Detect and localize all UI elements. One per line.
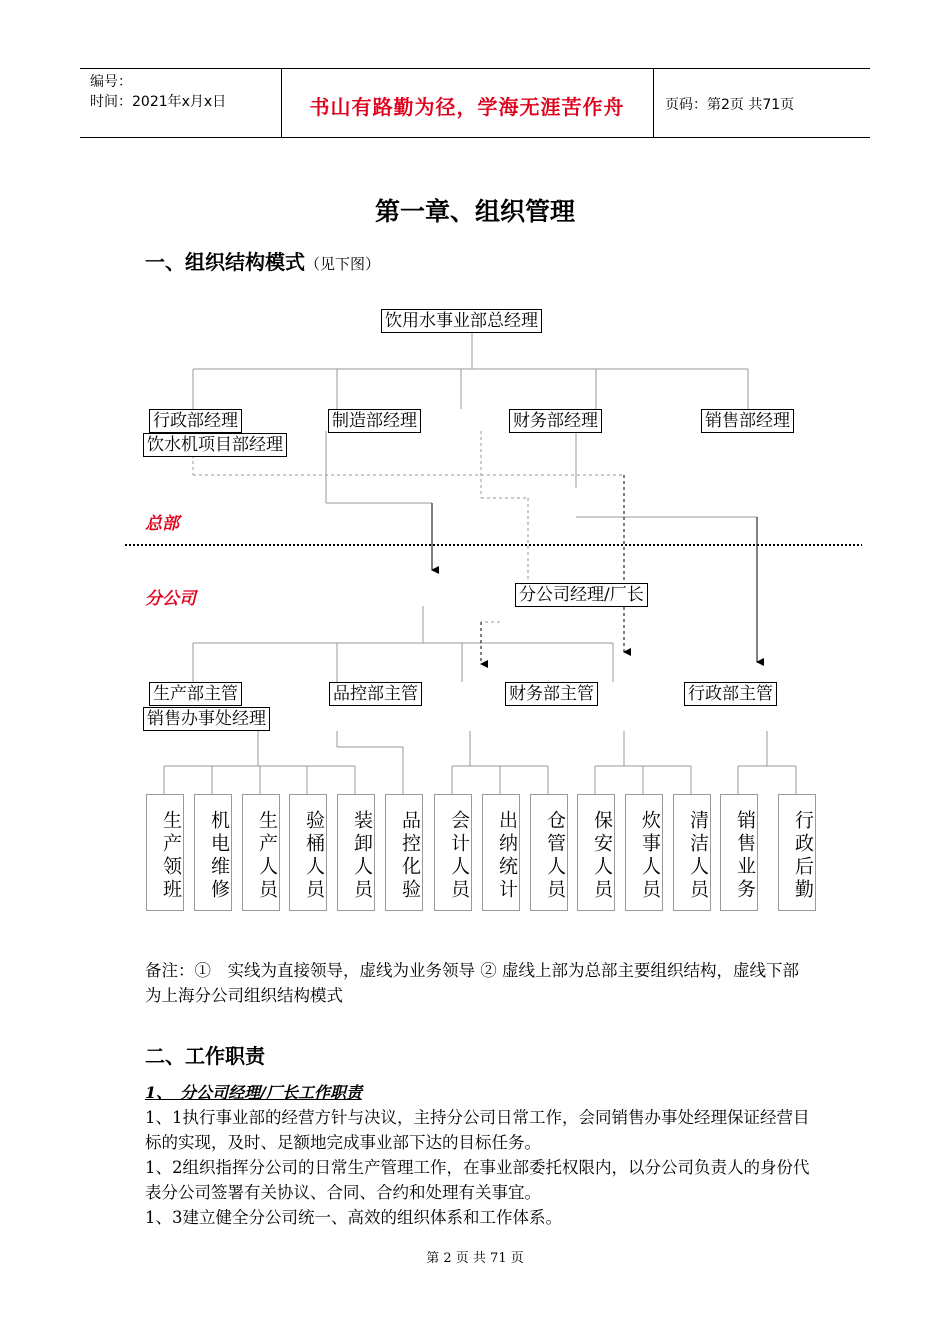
org-hq-dept: 制造部经理 [328, 409, 421, 433]
org-staff-box: 品控化验 [385, 794, 423, 911]
org-staff-box: 机电维修 [194, 794, 232, 911]
header-page-info: 页码：第2页 共71页 [665, 97, 795, 113]
section2-paragraph: 1、1执行事业部的经营方针与决议，主持分公司日常工作，会同销售办事处经理保证经营目标的实现，及时、足额地完成事业部下达的目标任务。 [145, 1108, 810, 1152]
org-top-manager: 饮用水事业部总经理 [381, 309, 542, 333]
org-branch-dept: 生产部主管 [149, 682, 242, 706]
org-staff-box: 装卸人员 [337, 794, 375, 911]
section2-paragraph: 1、2组织指挥分公司的日常生产管理工作，在事业部委托权限内，以分公司负责人的身份代表分公司签署有关协议、合同、合约和处理有关事宜。 [145, 1158, 810, 1202]
section2-title: 二、工作职责 [145, 1044, 265, 1068]
header-motto: 书山有路勤为径，学海无涯苦作舟 [309, 95, 625, 119]
org-hq-dept: 财务部经理 [509, 409, 602, 433]
org-chart-remark: 备注：① 实线为直接领导，虚线为业务领导 ② 虚线上部为总部主要组织结构，虚线下部为上海分公司组织结构模式 [145, 961, 799, 1005]
org-branch-dept: 行政部主管 [684, 682, 777, 706]
org-staff-box: 验桶人员 [289, 794, 327, 911]
org-hq-dept: 销售部经理 [701, 409, 794, 433]
org-staff-box: 出纳统计 [482, 794, 520, 911]
org-hq-dept: 行政部经理 [149, 409, 242, 433]
time-label: 时间：2021年x月x日 [90, 94, 227, 110]
org-staff-box: 行政后勤 [778, 794, 816, 911]
section1-note: （见下图） [305, 255, 381, 273]
number-label: 编号： [90, 74, 132, 90]
org-branch-extra: 销售办事处经理 [143, 707, 270, 731]
section2-item-title: 1、 分公司经理/厂长工作职责 [145, 1083, 362, 1102]
section2-paragraph: 1、3建立健全分公司统一、高效的组织体系和工作体系。 [145, 1208, 562, 1227]
org-staff-box: 生产领班 [146, 794, 184, 911]
org-staff-box: 会计人员 [434, 794, 472, 911]
org-staff-box: 仓管人员 [530, 794, 568, 911]
org-hq-extra: 饮水机项目部经理 [143, 433, 287, 457]
org-staff-box: 清洁人员 [673, 794, 711, 911]
org-staff-box: 保安人员 [577, 794, 615, 911]
org-staff-box: 炊事人员 [625, 794, 663, 911]
zone-label-hq: 总部 [145, 514, 179, 534]
chapter-title: 第一章、组织管理 [374, 197, 575, 226]
section1-title: 一、组织结构模式 [145, 250, 305, 274]
org-branch-head: 分公司经理/厂长 [515, 583, 648, 607]
org-branch-dept: 品控部主管 [329, 682, 422, 706]
page-footer: 第 2 页 共 71 页 [426, 1251, 524, 1266]
org-branch-dept: 财务部主管 [505, 682, 598, 706]
zone-label-branch: 分公司 [145, 589, 196, 609]
org-staff-box: 销售业务 [720, 794, 758, 911]
org-staff-box: 生产人员 [242, 794, 280, 911]
